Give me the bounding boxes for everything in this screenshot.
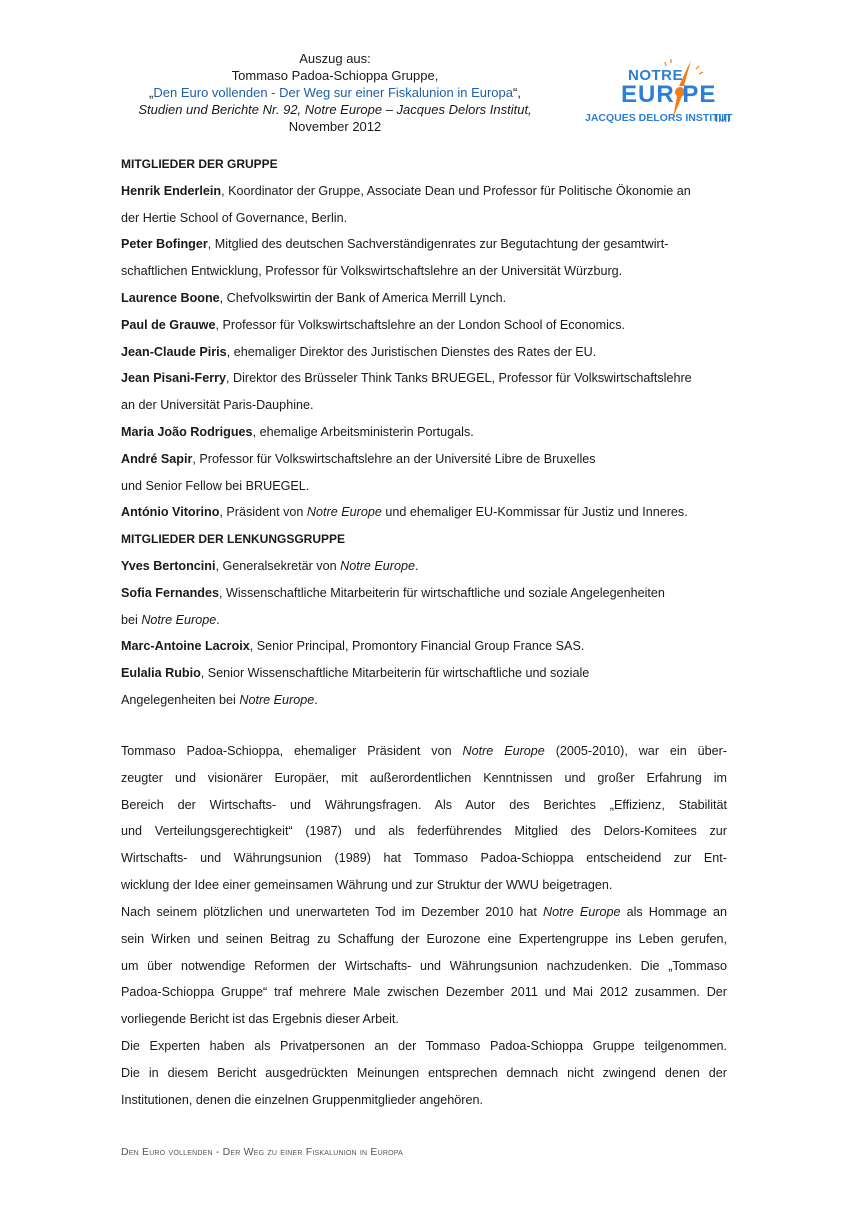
member-name: António Vitorino xyxy=(121,505,220,520)
paragraph-line: wicklung der Idee einer gemeinsamen Währung und zur Struktur der WWU beigetragen. xyxy=(121,877,613,892)
paragraph-line: Bereich der Wirtschafts- und Währungsfragen. Als Autor des Berichtes „Effizienz, Stabilität xyxy=(121,797,727,812)
member-name: André Sapir xyxy=(121,451,193,466)
member-name: Paul de Grauwe xyxy=(121,317,216,332)
member-entry xyxy=(121,370,727,397)
member-name: Maria João Rodrigues xyxy=(121,424,253,439)
member-entry xyxy=(121,290,727,317)
member-entry xyxy=(121,504,727,531)
member-name: Henrik Enderlein xyxy=(121,183,222,198)
paragraph-line: Institutionen, denen die einzelnen Gruppenmitglieder angehören. xyxy=(121,1092,483,1107)
member-desc: und ehemaliger EU-Kommissar für Justiz und Inneres. xyxy=(381,505,688,520)
steering-heading: MITGLIEDER DER LENKUNGSGRUPPE xyxy=(121,532,346,547)
member-desc: , Generalsekretär von xyxy=(215,558,341,573)
member-desc: Angelegenheiten bei xyxy=(121,692,240,707)
citation-line-1: Auszug aus: xyxy=(299,51,371,66)
logo-institute: JACQUES DELORS INSTITUT xyxy=(585,112,733,124)
paragraph-line: Die Experten haben als Privatpersonen an der Tommaso Padoa-Schioppa Gruppe teilgenommen. xyxy=(121,1039,727,1053)
member-desc: . xyxy=(415,558,419,573)
org-name: Notre Europe xyxy=(543,905,621,919)
member-name: Sofia Fernandes xyxy=(121,585,219,600)
close-quote: “, xyxy=(513,85,521,100)
member-desc: , Direktor des Brüsseler Think Tanks BRUEGEL, Professor für Volkswirtschaftslehre xyxy=(226,371,692,386)
member-desc: bei xyxy=(121,612,142,627)
member-desc: . xyxy=(216,612,220,627)
member-desc: , Senior Principal, Promontory Financial Group France SAS. xyxy=(249,639,585,654)
org-name: Notre Europe xyxy=(340,558,416,573)
member-name: Jean-Claude Piris xyxy=(121,344,227,359)
paragraph-line: sein Wirken und seinen Beitrag zu Schaffung der Eurozone eine Expertengruppe ins Leben gerufen, xyxy=(121,931,727,946)
paragraph-line xyxy=(121,899,727,926)
paragraph-line: um über notwendige Reformen der Wirtschafts- und Währungsunion nachzudenken. Die „Tommaso xyxy=(121,958,727,973)
member-desc: , Professor für Volkswirtschaftslehre an der Université Libre de Bruxelles xyxy=(192,451,596,466)
member-desc-cont xyxy=(121,612,727,639)
org-name: Notre Europe xyxy=(239,692,315,707)
member-desc-cont: an der Universität Paris-Dauphine. xyxy=(121,398,314,413)
member-entry xyxy=(121,451,727,478)
member-name: Marc-Antoine Lacroix xyxy=(121,639,250,654)
member-entry xyxy=(121,344,727,371)
paragraph-line: Die in diesem Bericht ausgedrückten Meinungen entsprechen demnach nicht zwingend denen der xyxy=(121,1065,727,1080)
text-run: Nach seinem plötzlichen und unerwarteten Tod im Dezember 2010 hat xyxy=(121,905,543,919)
org-name: Notre Europe xyxy=(306,505,382,520)
member-name: Eulalia Rubio xyxy=(121,666,201,681)
member-desc: , Koordinator der Gruppe, Associate Dean und Professor für Politische Ökonomie an xyxy=(221,183,691,198)
member-name: Laurence Boone xyxy=(121,290,220,305)
steering-entry xyxy=(121,665,727,692)
paragraph-line: Wirtschafts- und Währungsunion (1989) hat Tommaso Padoa-Schioppa entscheidend zur Ent- xyxy=(121,851,727,866)
citation-line-3 xyxy=(100,84,570,101)
member-entry xyxy=(121,183,727,210)
member-desc: , Präsident von xyxy=(219,505,307,520)
member-desc-cont: schaftlichen Entwicklung, Professor für Volkswirtschaftslehre an der Universität Würzburg. xyxy=(121,264,623,279)
logo-europe: EUR PE xyxy=(621,81,717,108)
members-heading: MITGLIEDER DER GRUPPE xyxy=(121,157,278,171)
page-footer: Den Euro vollenden - Der Weg zu einer Fiskalunion in Europa xyxy=(121,1146,403,1158)
steering-entry xyxy=(121,585,727,612)
report-title: Den Euro vollenden - Der Weg sur einer Fiskalunion in Europa xyxy=(153,85,513,100)
notre-europe-logo xyxy=(583,56,733,126)
paragraph-1 xyxy=(121,738,727,899)
citation-line-4: Studien und Berichte Nr. 92, Notre Europe – Jacques Delors Institut, xyxy=(138,102,532,117)
text-run: als Hommage an xyxy=(620,905,728,919)
member-name: Jean Pisani-Ferry xyxy=(121,371,226,386)
paragraph-2 xyxy=(121,899,727,1033)
steering-entry xyxy=(121,638,727,665)
open-quote: „ xyxy=(149,85,154,100)
citation-line-5: November 2012 xyxy=(288,119,382,134)
member-entry xyxy=(121,317,727,344)
citation-line-2: Tommaso Padoa-Schioppa Gruppe, xyxy=(231,68,439,83)
member-desc: , Mitglied des deutschen Sachverständigenrates zur Begutachtung der gesamtwirt- xyxy=(207,237,669,252)
paragraph-line: vorliegende Bericht ist das Ergebnis dieser Arbeit. xyxy=(121,1012,399,1027)
member-name: Peter Bofinger xyxy=(121,237,208,252)
member-entry xyxy=(121,424,727,451)
citation-header xyxy=(100,50,570,135)
member-desc-cont: und Senior Fellow bei BRUEGEL. xyxy=(121,478,310,493)
member-desc: . xyxy=(314,692,318,707)
paragraph-3 xyxy=(121,1033,727,1113)
member-desc-cont xyxy=(121,692,727,719)
member-entry xyxy=(121,236,727,263)
paragraph-line: Padoa-Schioppa Gruppe“ traf mehrere Male zwischen Dezember 2011 und Mai 2012 zusammen. Der xyxy=(121,985,727,1000)
text-run: (2005-2010), war ein über- xyxy=(544,744,728,758)
org-name: Notre Europe xyxy=(462,744,545,758)
paragraph-line: und Verteilungsgerechtigkeit“ (1987) und als federführendes Mitglied des Delors-Komitees zur xyxy=(121,824,727,839)
member-desc: , Senior Wissenschaftliche Mitarbeiterin für wirtschaftliche und soziale xyxy=(200,666,590,681)
logo-notre: NOTRE xyxy=(628,67,683,84)
member-desc: , Chefvolkswirtin der Bank of America Merrill Lynch. xyxy=(219,290,507,305)
member-desc: , Wissenschaftliche Mitarbeiterin für wirtschaftliche und soziale Angelegenheiten xyxy=(218,585,665,600)
paragraph-line: zeugter und visionärer Europäer, mit außerordentlichen Kenntnissen und großer Erfahrung im xyxy=(121,770,727,785)
text-run: Tommaso Padoa-Schioppa, ehemaliger Präsident von xyxy=(121,744,463,758)
member-desc-cont: der Hertie School of Governance, Berlin. xyxy=(121,210,348,225)
member-name: Yves Bertoncini xyxy=(121,558,216,573)
member-list xyxy=(121,156,727,719)
member-desc: , ehemaliger Direktor des Juristischen Dienstes des Rates der EU. xyxy=(226,344,597,359)
member-desc: , ehemalige Arbeitsministerin Portugals. xyxy=(252,424,474,439)
steering-entry xyxy=(121,558,727,585)
org-name: Notre Europe xyxy=(141,612,217,627)
paragraph-line xyxy=(121,738,727,765)
member-desc: , Professor für Volkswirtschaftslehre an der London School of Economics. xyxy=(215,317,625,332)
